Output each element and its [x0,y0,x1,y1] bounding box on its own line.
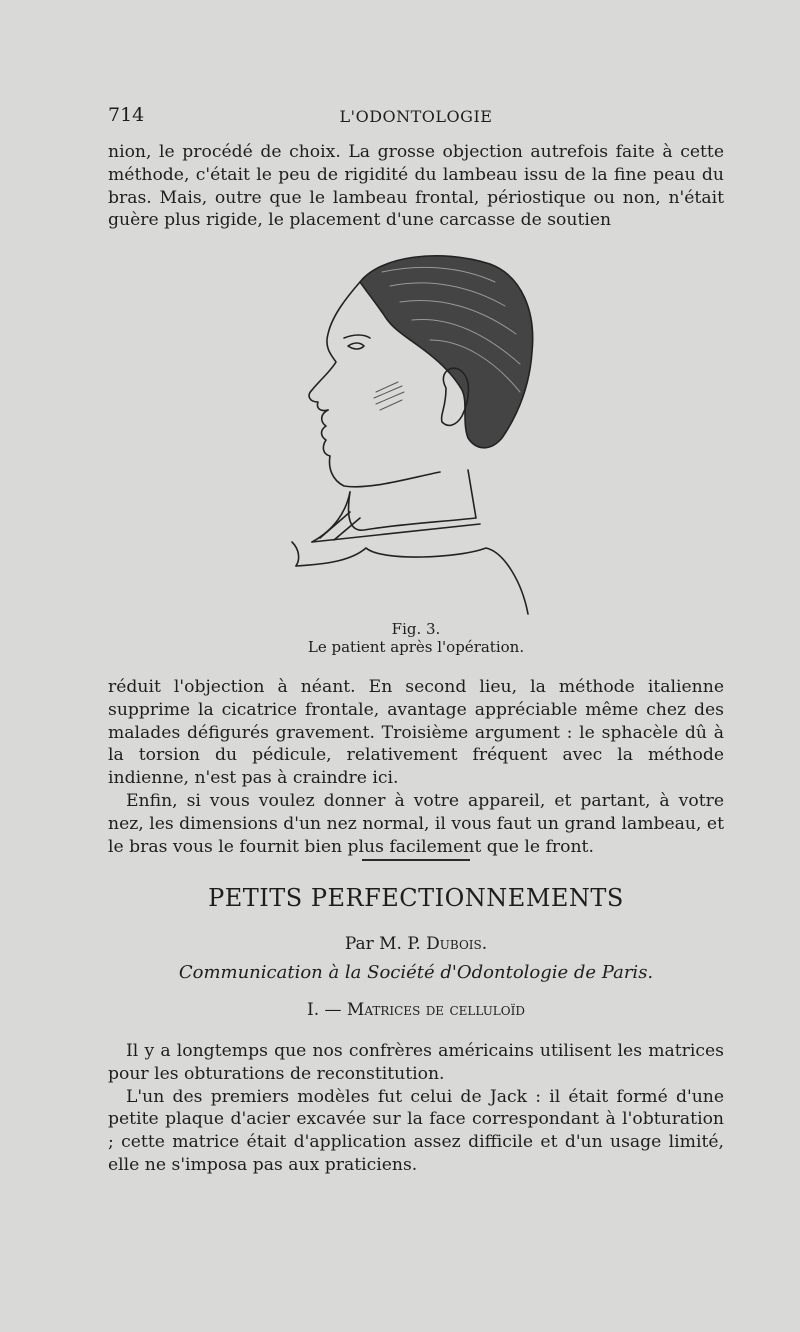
section-divider [362,859,470,861]
page-header [108,104,724,130]
section-heading: I. — Matrices de celluloïd [307,1000,525,1020]
article-byline [108,934,724,954]
intro-text: nion, le procédé de choix. La grosse objection autrefois faite à cette méthode, c'était le peu de rigidité du lambeau issu de la fine peau du bras. Mais, outre que le lambeau frontal, périostique ou non, n'était guère plus rigide, le placement d'une carcasse de soutien [108,142,724,231]
running-title: L'ODONTOLOGIE [339,107,493,126]
author-name: Dubois. [426,934,488,954]
communication-line: Communication à la Société d'Odontologie de Paris. [178,962,654,983]
page-number: 714 [108,104,145,126]
article-body [108,1040,724,1177]
paragraph: L'un des premiers modèles fut celui de Jack : il était formé d'une petite plaque d'acier excavée sur la face correspondant à l'obturation ; cette matrice était d'application assez difficile et d'un usage limité, elle ne s'imposa pas aux praticiens. [108,1086,724,1175]
figure-caption: Le patient après l'opération. [307,638,525,656]
intro-paragraph [108,141,724,232]
paragraph: réduit l'objection à néant. En second lieu, la méthode italienne supprime la cicatrice frontale, avantage appréciable même chez des malades défigurés gravement. Troisième argument : le sphacèle dû à la torsion du pédicule, relativement fréquent avec la méthode indienne, n'est pas à craindre ici. [108,677,724,789]
paragraph: Il y a longtemps que nos confrères américains utilisent les matrices pour les obturations de reconstitution. [108,1041,724,1084]
paragraph: Enfin, si vous voulez donner à votre appareil, et partant, à votre nez, les dimensions d'un nez normal, il vous faut un grand lambeau, et le bras vous le fournit bien plus facilement que le front. [108,790,724,857]
text-after-figure [108,676,724,858]
article-title: PETITS PERFECTIONNEMENTS [208,884,624,912]
figure-label: Fig. 3. [391,620,441,638]
profile-illustration [290,242,550,622]
byline-prefix: Par M. P. [344,934,421,954]
